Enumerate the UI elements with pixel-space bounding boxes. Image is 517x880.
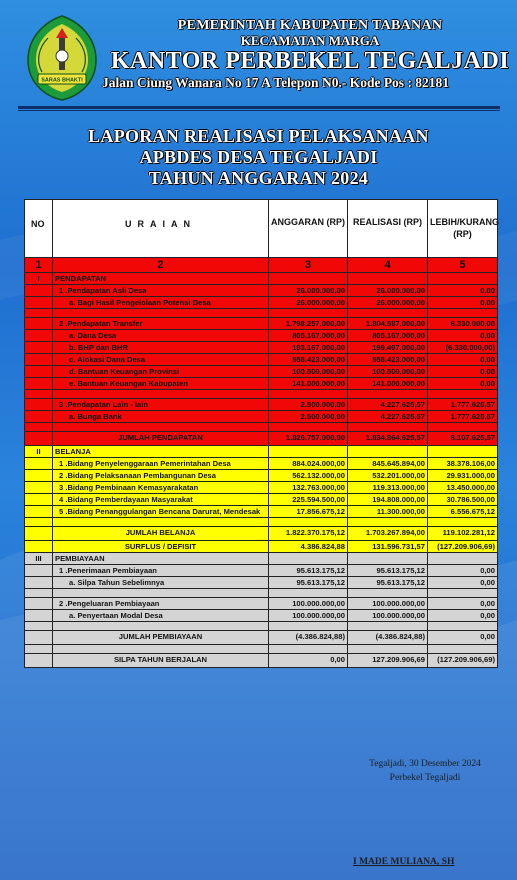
silpa-lebih: (127.209.906,69) (428, 654, 498, 668)
table-row (25, 565, 498, 577)
row-realisasi: 845.645.894,00 (348, 458, 428, 470)
row-lebih: 0,00 (428, 366, 498, 378)
table-row (25, 411, 498, 423)
table-row (25, 577, 498, 589)
row-lebih: 1.777.625,57 (428, 399, 498, 411)
total-anggaran: (4.386.824,88) (269, 631, 348, 645)
row-realisasi: 100.000.000,00 (348, 598, 428, 610)
header-anggaran: ANGGARAN (RP) (269, 200, 348, 258)
surplus-realisasi: 131.596.731,57 (348, 541, 428, 553)
table-row (25, 354, 498, 366)
row-anggaran: 2.500.000,00 (269, 411, 348, 423)
district-name: KECAMATAN MARGA (240, 33, 380, 48)
row-lebih: 0,00 (428, 330, 498, 342)
silpa-realisasi: 127.209.906,69 (348, 654, 428, 668)
total-realisasi: 1.703.267.894,00 (348, 527, 428, 541)
row-realisasi: 95.613.175,12 (348, 565, 428, 577)
total-label: JUMLAH PENDAPATAN (53, 432, 269, 446)
kabupaten-tabanan-emblem-icon (22, 12, 102, 102)
row-lebih: 0,00 (428, 354, 498, 366)
row-realisasi: 100.000.000,00 (348, 610, 428, 622)
row-lebih: 1.777.625,57 (428, 411, 498, 423)
signatory-name: I MADE MULIANA, SH (353, 857, 455, 867)
table-row (25, 330, 498, 342)
row-label: b. BHP dan BHR (53, 342, 269, 354)
table-row (25, 470, 498, 482)
section-no: III (25, 553, 53, 565)
row-label: 4 .Bidang Pemberdayaan Masyarakat (53, 494, 269, 506)
total-anggaran: 1.822.370.175,12 (269, 527, 348, 541)
section-no: I (25, 273, 53, 285)
row-realisasi: 532.201.000,00 (348, 470, 428, 482)
spacer-row (25, 622, 498, 631)
row-anggaran: 100.000.000,00 (269, 598, 348, 610)
total-anggaran: 1.826.757.000,00 (269, 432, 348, 446)
header-uraian: URAIAN (53, 200, 269, 258)
signature-place-date: Tegaljadi, 30 Desember 2024 (369, 759, 481, 769)
row-lebih: 30.786.500,00 (428, 494, 498, 506)
row-realisasi: 199.497.000,00 (348, 342, 428, 354)
row-lebih: 6.556.675,12 (428, 506, 498, 518)
row-anggaran: 562.132.000,00 (269, 470, 348, 482)
row-realisasi: 558.423.000,00 (348, 354, 428, 366)
total-row-pembiayaan (25, 631, 498, 645)
table-row (25, 297, 498, 309)
table-row (25, 285, 498, 297)
index-realisasi: 4 (348, 258, 428, 273)
row-label: 1 .Penerimaan Pembiayaan (53, 565, 269, 577)
row-anggaran: 100.500.000,00 (269, 366, 348, 378)
section-row-pembiayaan (25, 553, 498, 565)
row-anggaran: 805.167.000,00 (269, 330, 348, 342)
row-lebih: 0,00 (428, 378, 498, 390)
index-uraian: 2 (53, 258, 269, 273)
column-index-row (25, 258, 498, 273)
row-realisasi: 95.613.175,12 (348, 577, 428, 589)
row-lebih: 0,00 (428, 285, 498, 297)
letterhead-divider-thin (18, 110, 500, 111)
total-label: JUMLAH PEMBIAYAAN (53, 631, 269, 645)
row-anggaran: 2.500.000,00 (269, 399, 348, 411)
table-header-row (25, 200, 498, 258)
total-lebih: 0,00 (428, 631, 498, 645)
row-label: 2 .Pendapatan Transfer (53, 318, 269, 330)
row-lebih: 0,00 (428, 565, 498, 577)
surplus-anggaran: 4.386.824,88 (269, 541, 348, 553)
index-no: 1 (25, 258, 53, 273)
row-anggaran: 95.613.175,12 (269, 565, 348, 577)
header-lebih-kurang: LEBIH/KURANG (RP) (428, 200, 498, 258)
row-anggaran: 558.423.000,00 (269, 354, 348, 366)
report-title-line3: TAHUN ANGGARAN 2024 (148, 168, 369, 188)
report-title-line1: LAPORAN REALISASI PELAKSANAAN (88, 126, 429, 146)
table-row (25, 494, 498, 506)
row-anggaran: 26.000.000,00 (269, 297, 348, 309)
section-label: BELANJA (53, 446, 269, 458)
silpa-row (25, 654, 498, 668)
row-lebih: 0,00 (428, 577, 498, 589)
table-row (25, 610, 498, 622)
row-realisasi: 11.300.000,00 (348, 506, 428, 518)
section-no: II (25, 446, 53, 458)
row-label: 1 .Bidang Penyelenggaraan Pemerintahan Desa (53, 458, 269, 470)
row-anggaran: 1.798.257.000,00 (269, 318, 348, 330)
table-row (25, 342, 498, 354)
row-anggaran: 225.594.500,00 (269, 494, 348, 506)
row-lebih: 6.330.000,00 (428, 318, 498, 330)
logo-ribbon-text: SARAS BHAKTI (41, 77, 83, 84)
surplus-deficit-row (25, 541, 498, 553)
budget-realization-table (24, 199, 497, 668)
section-row-belanja (25, 446, 498, 458)
table-row (25, 598, 498, 610)
row-label: a. Bunga Bank (53, 411, 269, 423)
total-label: JUMLAH BELANJA (53, 527, 269, 541)
row-label: c. Alokasi Dana Desa (53, 354, 269, 366)
surplus-label: SURFLUS / DEFISIT (53, 541, 269, 553)
row-anggaran: 95.613.175,12 (269, 577, 348, 589)
office-name: KANTOR PERBEKEL TEGALJADI (110, 48, 510, 74)
table-row (25, 318, 498, 330)
office-address: Jalan Ciung Wanara No 17 A Telepon N0.- Kode Pos : 82181 (102, 75, 450, 90)
row-lebih: (6.330.000,00) (428, 342, 498, 354)
row-realisasi: 26.000.000,00 (348, 285, 428, 297)
signature-office: Perbekel Tegaljadi (389, 773, 461, 783)
row-lebih: 13.450.000,00 (428, 482, 498, 494)
row-lebih: 0,00 (428, 297, 498, 309)
row-realisasi: 194.808.000,00 (348, 494, 428, 506)
spacer-row (25, 423, 498, 432)
table-row (25, 366, 498, 378)
table-row (25, 506, 498, 518)
section-row-pendapatan (25, 273, 498, 285)
row-realisasi: 1.804.587.000,00 (348, 318, 428, 330)
row-realisasi: 141.000.000,00 (348, 378, 428, 390)
row-label: 2 .Bidang Pelaksanaan Pembangunan Desa (53, 470, 269, 482)
row-label: a. Bagi Hasil Pengelolaan Potensi Desa (53, 297, 269, 309)
section-label: PEMBIAYAAN (53, 553, 269, 565)
row-label: e. Bantuan Keuangan Kabupaten (53, 378, 269, 390)
spacer-row (25, 645, 498, 654)
letterhead-text (102, 18, 510, 91)
row-label: d. Bantuan Keuangan Provinsi (53, 366, 269, 378)
row-lebih: 0,00 (428, 598, 498, 610)
total-realisasi: (4.386.824,88) (348, 631, 428, 645)
row-anggaran: 17.856.675,12 (269, 506, 348, 518)
letterhead (0, 0, 517, 105)
row-label: 5 .Bidang Penanggulangan Bencana Darurat, Mendesak (53, 506, 269, 518)
silpa-anggaran: 0,00 (269, 654, 348, 668)
row-label: a. Penyertaan Modal Desa (53, 610, 269, 622)
spacer-row (25, 309, 498, 318)
table-row (25, 458, 498, 470)
spacer-row (25, 390, 498, 399)
row-label: 3 .Pendapatan Lain - lain (53, 399, 269, 411)
silpa-label: SILPA TAHUN BERJALAN (53, 654, 269, 668)
government-name: PEMERINTAH KABUPATEN TABANAN (177, 18, 443, 33)
row-anggaran: 141.000.000,00 (269, 378, 348, 390)
row-realisasi: 119.313.000,00 (348, 482, 428, 494)
total-row-pendapatan (25, 432, 498, 446)
row-realisasi: 100.500.000,00 (348, 366, 428, 378)
row-realisasi: 4.227.625,57 (348, 411, 428, 423)
total-lebih: 119.102.281,12 (428, 527, 498, 541)
row-anggaran: 26.000.000,00 (269, 285, 348, 297)
row-label: 1 .Pendapatan Asli Desa (53, 285, 269, 297)
row-lebih: 38.378.106,00 (428, 458, 498, 470)
row-anggaran: 193.167.000,00 (269, 342, 348, 354)
signature-block (350, 757, 500, 785)
row-lebih: 29.931.000,00 (428, 470, 498, 482)
surplus-lebih: (127.209.906,69) (428, 541, 498, 553)
table-row (25, 482, 498, 494)
letterhead-divider (18, 106, 500, 109)
row-anggaran: 100.000.000,00 (269, 610, 348, 622)
row-lebih: 0,00 (428, 610, 498, 622)
row-realisasi: 805.167.000,00 (348, 330, 428, 342)
report-title (0, 126, 517, 189)
total-lebih: 8.107.625,57 (428, 432, 498, 446)
table-row (25, 399, 498, 411)
report-title-line2: APBDES DESA TEGALJADI (139, 147, 378, 167)
row-anggaran: 884.024.000,00 (269, 458, 348, 470)
row-label: a. Dana Desa (53, 330, 269, 342)
spacer-row (25, 518, 498, 527)
row-label: a. Silpa Tahun Sebelimnya (53, 577, 269, 589)
row-realisasi: 4.227.625,57 (348, 399, 428, 411)
row-label: 3 .Bidang Pembinaan Kemasyarakatan (53, 482, 269, 494)
section-label: PENDAPATAN (53, 273, 269, 285)
header-realisasi: REALISASI (RP) (348, 200, 428, 258)
total-row-belanja (25, 527, 498, 541)
row-realisasi: 26.000.000,00 (348, 297, 428, 309)
table-row (25, 378, 498, 390)
row-anggaran: 132.763.000,00 (269, 482, 348, 494)
index-anggaran: 3 (269, 258, 348, 273)
row-label: 2 .Pengeluaran Pembiayaan (53, 598, 269, 610)
spacer-row (25, 589, 498, 598)
header-no: NO (25, 200, 53, 258)
index-lebih: 5 (428, 258, 498, 273)
total-realisasi: 1.834.864.625,57 (348, 432, 428, 446)
